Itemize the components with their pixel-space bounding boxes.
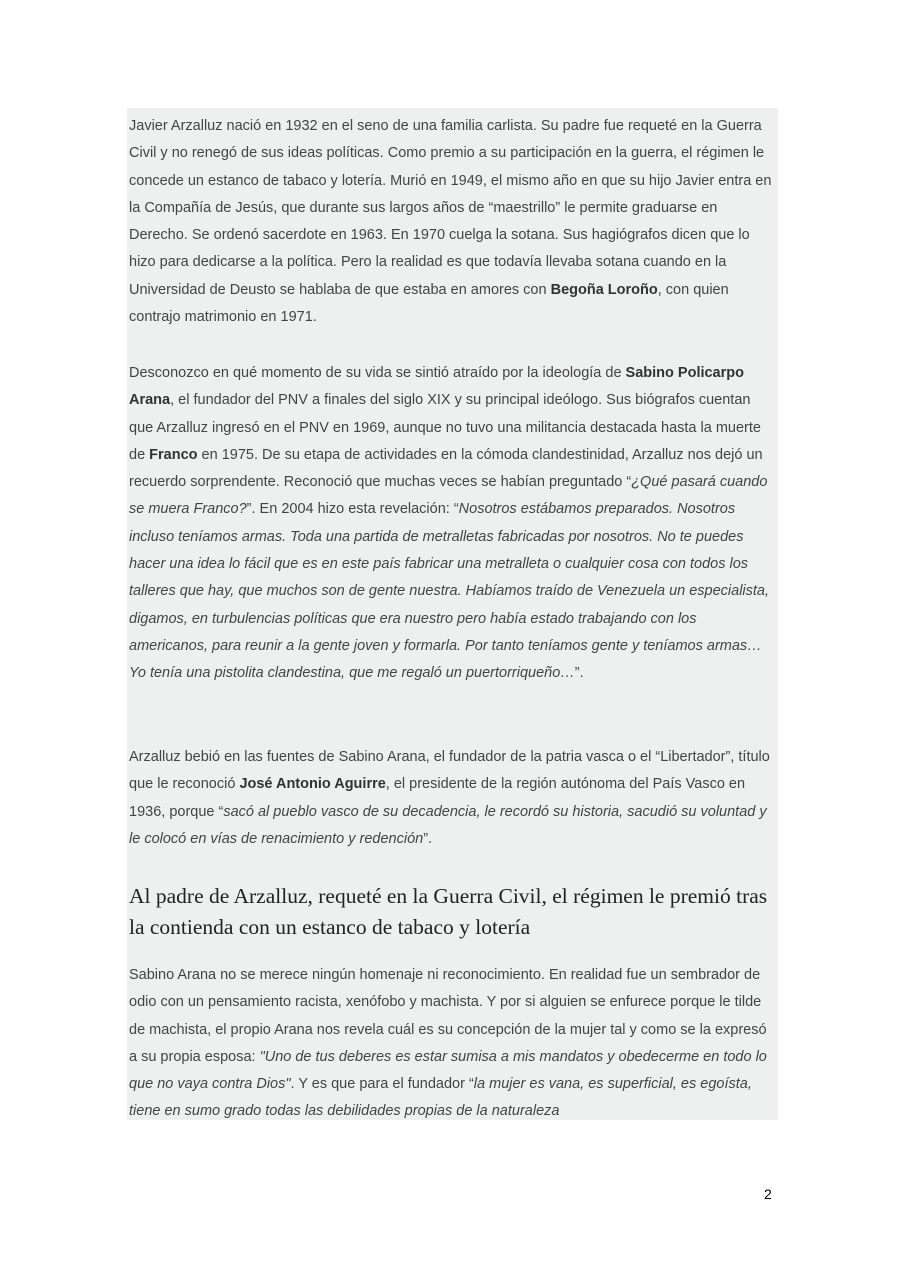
paragraph-2-bold-name-2: Franco bbox=[149, 446, 198, 463]
paragraph-3-text-1: Arzalluz bebió en las fuentes de Sabino Arana, el fundador de la patria vasca o el “Libertador”, título que le reconoció bbox=[129, 749, 770, 793]
paragraph-1-bold-name: Begoña Loroño bbox=[550, 281, 658, 298]
paragraph-4-text-1: Sabino Arana no se merece ningún homenaje ni reconocimiento. En realidad fue un sembrador de odio con un pensamiento racista, xenófobo y machista. Y por si alguien se enfurece porque le tilde de machista, el propio Arana nos revela cuál es su concepción de la mujer tal y como se la expresó a su propia esposa: bbox=[129, 967, 767, 1065]
paragraph-4 bbox=[129, 962, 777, 1126]
page-number: 2 bbox=[764, 1186, 772, 1202]
paragraph-2-bold-name-1: Sabino Policarpo Arana bbox=[129, 365, 744, 409]
section-heading: Al padre de Arzalluz, requeté en la Guerra Civil, el régimen le premió tras la contienda con un estanco de tabaco y lotería bbox=[129, 884, 768, 939]
paragraph-2-text-4: ”. En 2004 hizo esta revelación: “ bbox=[246, 501, 459, 518]
paragraph-3-text-2: , el presidente de la región autónoma del País Vasco en 1936, porque “ bbox=[129, 776, 746, 820]
paragraph-2-text-1: Desconozco en qué momento de su vida se sintió atraído por la ideología de bbox=[129, 365, 626, 381]
paragraph-1-text-1: Javier Arzalluz nació en 1932 en el seno de una familia carlista. Su padre fue requeté en la Guerra Civil y no renegó de sus ideas políticas. Como premio a su participación en la guerra, el régimen le concede un estanco de tabaco y lotería. Murió en 1949, el mismo año en que su hijo Javier entra en la Compañía de Jesús, que durante sus largos años de “maestrillo” le permite graduarse en Derecho. Se ordenó sacerdote en 1963. En 1970 cuelga la sotana. Sus hagiógrafos dicen que lo hizo para dedicarse a la política. Pero la realidad es que todavía llevaba sotana cuando en la Universidad de Deusto se hablaba de que estaba en amores con bbox=[129, 118, 772, 298]
paragraph-4-italic-quote-2: la mujer es vana, es superficial, es egoísta, tiene en sumo grado todas las debilidades propias de la naturaleza bbox=[129, 1076, 752, 1120]
paragraph-2-italic-quote-1: ¿Qué pasará cuando se muera Franco? bbox=[129, 474, 768, 518]
article-text-block bbox=[127, 108, 778, 1120]
paragraph-2 bbox=[129, 360, 777, 688]
paragraph-3 bbox=[129, 744, 777, 853]
paragraph-3-text-3: ”. bbox=[423, 830, 433, 847]
paragraph-4-italic-quote-1: "Uno de tus deberes es estar sumisa a mis mandatos y obedecerme en todo lo que no vaya contra Dios" bbox=[129, 1048, 767, 1093]
paragraph-2-text-3: en 1975. De su etapa de actividades en la cómoda clandestinidad, Arzalluz nos dejó un recuerdo sorprendente. Reconoció que muchas veces se habían preguntado “ bbox=[129, 446, 763, 491]
paragraph-2-text-5: ”. bbox=[574, 665, 584, 682]
paragraph-2-italic-quote-2: Nosotros estábamos preparados. Nosotros incluso teníamos armas. Toda una partida de metralletas fabricadas por nosotros. No te puedes hacer una idea lo fácil que es en este país fabricar una metralleta o cualquier cosa con todos los talleres que hay, que muchos son de gente nuestra. Habíamos traído de Venezuela un especialista, digamos, en turbulencias políticas que era nuestro pero había estado trabajando con los americanos, para reunir a la gente joven y formarla. Por tanto teníamos gente y teníamos armas… Yo tenía una pistolita clandestina, que me regaló un puertorriqueño… bbox=[129, 501, 770, 682]
paragraph-3-bold-name: José Antonio Aguirre bbox=[239, 776, 386, 793]
paragraph-1-text-2: , con quien contrajo matrimonio en 1971. bbox=[129, 281, 729, 326]
paragraph-1 bbox=[129, 113, 777, 331]
paragraph-2-text-2: , el fundador del PNV a finales del siglo XIX y su principal ideólogo. Sus biógrafos cuentan que Arzalluz ingresó en el PNV en 1969, aunque no tuvo una militancia destacada hasta la muerte de bbox=[129, 392, 761, 463]
paragraph-4-text-2: . Y es que para el fundador “ bbox=[290, 1076, 474, 1093]
paragraph-3-italic-quote: sacó al pueblo vasco de su decadencia, le recordó su historia, sacudió su voluntad y le colocó en vías de renacimiento y redención bbox=[129, 803, 767, 847]
